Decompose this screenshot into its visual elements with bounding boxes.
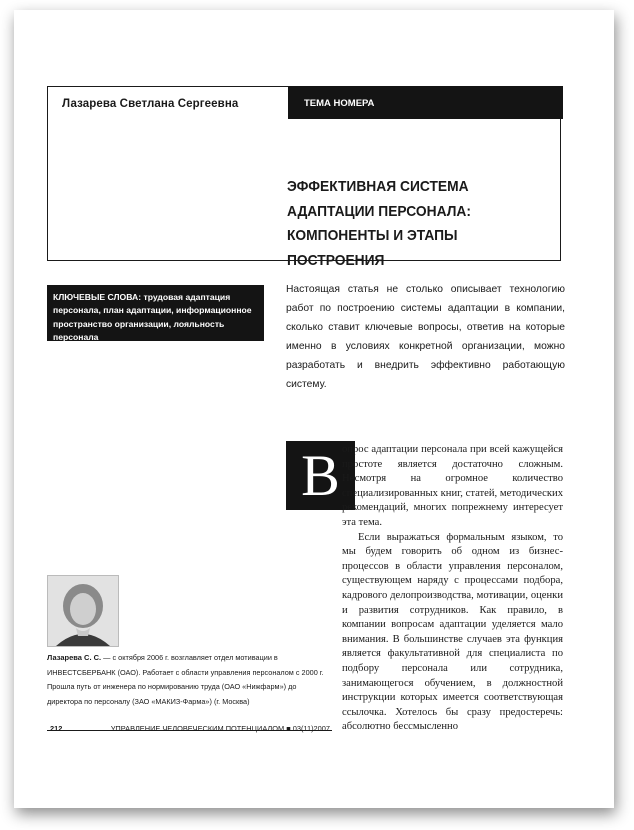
rubric-label: ТЕМА НОМЕРА: [288, 86, 563, 119]
paragraph-second: Если выражаться формальным языком, то мы будем говорить об одном из бизнес-процессов в области управления персоналом, существующем наряду с процессами подбора, кадрового делопроизводства, мотивации, оценки и развития сотрудников. Как правило, в компании вопросам адаптации уделяется мало внимания. В большинстве случаев эта функция является факультативной для специалиста по подбору персонала или сотрудника, занимающегося обучением, в должностной инструкции которых имеется соответствующая ссылочка. Хотелось бы сразу предостеречь: абсолютно бессмысленно: [342, 531, 563, 733]
abstract: Настоящая статья не столько описывает технологию работ по построению системы адаптации в компании, сколько ставит ключевые вопросы, ответив на которые именно в условиях конкретной организации, можно разработать и внедрить эффективно работающую систему.: [286, 284, 565, 390]
keywords-text: трудовая адаптация персонала, план адаптации, информационное пространство организации, лояльность персонала: [53, 292, 252, 343]
drop-cap: В: [286, 441, 355, 510]
journal-name: УПРАВЛЕНИЕ ЧЕЛОВЕЧЕСКИМ ПОТЕНЦИАЛОМ ■ 03(11)2007: [110, 724, 330, 733]
paragraph-first: опрос адаптации персонала при всей кажущейся простоте является достаточно сложным. Несмотря на огромное количество специализированных книг, статей, методических рекомендаций, многих попрежнему интересует эта тема.: [342, 444, 563, 528]
author-photo: [47, 575, 119, 647]
author-bio: [47, 651, 333, 709]
article-header: [47, 86, 561, 269]
bio-text: — с октября 2006 г. возглавляет отдел мотивации в ИНВЕСТСБЕРБАНК (ОАО). Работает с области управления персоналом с 2000 г. Прошла путь от инженера по нормированию труда (ОАО «Нижфарм») до директора по персоналу (ЗАО «МАКИЗ-Фарма») (г. Москва): [47, 653, 324, 706]
article-title: ЭФФЕКТИВНАЯ СИСТЕМА АДАПТАЦИИ ПЕРСОНАЛА: КОМПОНЕНТЫ И ЭТАПЫ ПОСТРОЕНИЯ: [287, 178, 471, 269]
author-name: Лазарева Светлана Сергеевна: [62, 98, 239, 110]
bio-name: Лазарева С. С.: [47, 653, 102, 662]
article-body: [342, 443, 563, 735]
keywords-label: КЛЮЧЕВЫЕ СЛОВА:: [53, 292, 142, 302]
page-number: 212: [50, 724, 63, 733]
keywords-box: [47, 285, 264, 341]
